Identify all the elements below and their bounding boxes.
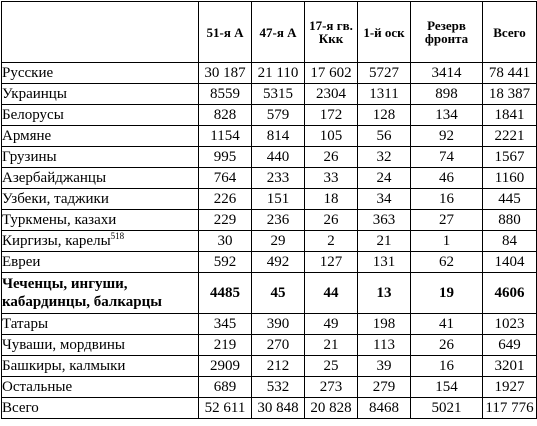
value-cell: 579 — [252, 105, 305, 126]
table-row — [2, 252, 537, 273]
nationality-table — [1, 1, 537, 419]
table-row — [2, 210, 537, 231]
nationality-label: Узбеки, таджики — [2, 191, 109, 207]
table-row — [2, 231, 537, 252]
nationality-label: Чеченцы, ингуши, кабардинцы, балкарцы — [2, 276, 162, 310]
value-cell: 445 — [483, 189, 537, 210]
value-cell: 5727 — [358, 63, 411, 84]
table-row — [2, 377, 537, 398]
nationality-cell — [2, 210, 199, 231]
table-row — [2, 168, 537, 189]
value-cell: 16 — [411, 356, 483, 377]
nationality-cell — [2, 356, 199, 377]
table-row — [2, 105, 537, 126]
value-cell: 78 441 — [483, 63, 537, 84]
value-cell: 24 — [358, 168, 411, 189]
value-cell: 3201 — [483, 356, 537, 377]
header-cell: Резерв фронта — [411, 2, 483, 63]
value-cell: 1841 — [483, 105, 537, 126]
value-cell: 84 — [483, 231, 537, 252]
value-cell: 1567 — [483, 147, 537, 168]
value-cell: 49 — [305, 314, 358, 335]
value-cell: 270 — [252, 335, 305, 356]
nationality-cell — [2, 273, 199, 314]
value-cell: 219 — [199, 335, 252, 356]
value-cell: 226 — [199, 189, 252, 210]
header-row — [2, 2, 537, 63]
value-cell: 128 — [358, 105, 411, 126]
header-cell: 17-я гв. Ккк — [305, 2, 358, 63]
nationality-label: Грузины — [2, 149, 57, 165]
table-header — [2, 2, 537, 63]
value-cell: 236 — [252, 210, 305, 231]
value-cell: 105 — [305, 126, 358, 147]
nationality-cell — [2, 126, 199, 147]
nationality-cell — [2, 377, 199, 398]
value-cell: 898 — [411, 84, 483, 105]
value-cell: 25 — [305, 356, 358, 377]
header-cell: 1-й оск — [358, 2, 411, 63]
header-cell: 51-я А — [199, 2, 252, 63]
nationality-cell — [2, 147, 199, 168]
nationality-cell — [2, 231, 199, 252]
value-cell: 17 602 — [305, 63, 358, 84]
header-cell — [2, 2, 199, 63]
value-cell: 1 — [411, 231, 483, 252]
nationality-label: Украинцы — [2, 86, 67, 102]
value-cell: 154 — [411, 377, 483, 398]
table-body — [2, 63, 537, 419]
value-cell: 212 — [252, 356, 305, 377]
nationality-label: Армяне — [2, 128, 52, 144]
nationality-cell — [2, 252, 199, 273]
nationality-cell — [2, 314, 199, 335]
value-cell: 390 — [252, 314, 305, 335]
value-cell: 8559 — [199, 84, 252, 105]
nationality-label: Белорусы — [2, 107, 64, 123]
value-cell: 16 — [411, 189, 483, 210]
value-cell: 1311 — [358, 84, 411, 105]
value-cell: 21 110 — [252, 63, 305, 84]
value-cell: 279 — [358, 377, 411, 398]
table-row — [2, 147, 537, 168]
value-cell: 2304 — [305, 84, 358, 105]
value-cell: 1927 — [483, 377, 537, 398]
value-cell: 127 — [305, 252, 358, 273]
value-cell: 764 — [199, 168, 252, 189]
value-cell: 345 — [199, 314, 252, 335]
value-cell: 27 — [411, 210, 483, 231]
table-row — [2, 273, 537, 314]
value-cell: 46 — [411, 168, 483, 189]
nationality-label: Башкиры, калмыки — [2, 358, 126, 374]
value-cell: 233 — [252, 168, 305, 189]
table-row — [2, 189, 537, 210]
nationality-cell — [2, 335, 199, 356]
value-cell: 74 — [411, 147, 483, 168]
value-cell: 814 — [252, 126, 305, 147]
value-cell: 20 828 — [305, 398, 358, 419]
table-row — [2, 84, 537, 105]
nationality-cell — [2, 168, 199, 189]
value-cell: 19 — [411, 273, 483, 314]
nationality-cell — [2, 398, 199, 419]
value-cell: 363 — [358, 210, 411, 231]
value-cell: 532 — [252, 377, 305, 398]
value-cell: 689 — [199, 377, 252, 398]
value-cell: 273 — [305, 377, 358, 398]
value-cell: 4606 — [483, 273, 537, 314]
value-cell: 8468 — [358, 398, 411, 419]
nationality-cell — [2, 189, 199, 210]
value-cell: 21 — [358, 231, 411, 252]
value-cell: 880 — [483, 210, 537, 231]
value-cell: 995 — [199, 147, 252, 168]
table-row — [2, 63, 537, 84]
value-cell: 5315 — [252, 84, 305, 105]
value-cell: 440 — [252, 147, 305, 168]
value-cell: 4485 — [199, 273, 252, 314]
value-cell: 5021 — [411, 398, 483, 419]
footnote-marker: 518 — [110, 231, 125, 241]
value-cell: 113 — [358, 335, 411, 356]
value-cell: 2221 — [483, 126, 537, 147]
value-cell: 32 — [358, 147, 411, 168]
value-cell: 2909 — [199, 356, 252, 377]
nationality-label: Туркмены, казахи — [2, 212, 117, 228]
value-cell: 229 — [199, 210, 252, 231]
nationality-label: Остальные — [2, 379, 73, 395]
nationality-label: Чуваши, мордвины — [2, 337, 126, 353]
value-cell: 172 — [305, 105, 358, 126]
value-cell: 29 — [252, 231, 305, 252]
value-cell: 33 — [305, 168, 358, 189]
value-cell: 56 — [358, 126, 411, 147]
value-cell: 30 187 — [199, 63, 252, 84]
nationality-label: Азербайджанцы — [2, 170, 107, 186]
value-cell: 18 387 — [483, 84, 537, 105]
value-cell: 117 776 — [483, 398, 537, 419]
table-row — [2, 356, 537, 377]
nationality-label: Русские — [2, 65, 54, 81]
value-cell: 45 — [252, 273, 305, 314]
value-cell: 44 — [305, 273, 358, 314]
nationality-label: Киргизы, карелы — [2, 233, 111, 249]
nationality-label: Татары — [2, 316, 49, 332]
value-cell: 1160 — [483, 168, 537, 189]
value-cell: 26 — [305, 210, 358, 231]
value-cell: 92 — [411, 126, 483, 147]
table-row — [2, 314, 537, 335]
nationality-cell — [2, 63, 199, 84]
nationality-cell — [2, 105, 199, 126]
nationality-cell — [2, 84, 199, 105]
value-cell: 39 — [358, 356, 411, 377]
value-cell: 52 611 — [199, 398, 252, 419]
value-cell: 62 — [411, 252, 483, 273]
table-row — [2, 126, 537, 147]
nationality-label: Всего — [2, 400, 39, 416]
value-cell: 26 — [305, 147, 358, 168]
header-cell: 47-я А — [252, 2, 305, 63]
value-cell: 41 — [411, 314, 483, 335]
value-cell: 1023 — [483, 314, 537, 335]
value-cell: 30 848 — [252, 398, 305, 419]
table-row — [2, 335, 537, 356]
value-cell: 1154 — [199, 126, 252, 147]
value-cell: 592 — [199, 252, 252, 273]
value-cell: 26 — [411, 335, 483, 356]
value-cell: 2 — [305, 231, 358, 252]
value-cell: 3414 — [411, 63, 483, 84]
value-cell: 134 — [411, 105, 483, 126]
value-cell: 828 — [199, 105, 252, 126]
value-cell: 13 — [358, 273, 411, 314]
value-cell: 34 — [358, 189, 411, 210]
value-cell: 21 — [305, 335, 358, 356]
value-cell: 198 — [358, 314, 411, 335]
value-cell: 649 — [483, 335, 537, 356]
header-cell: Всего — [483, 2, 537, 63]
value-cell: 1404 — [483, 252, 537, 273]
value-cell: 492 — [252, 252, 305, 273]
nationality-label: Евреи — [2, 254, 41, 270]
value-cell: 18 — [305, 189, 358, 210]
table-row — [2, 398, 537, 419]
value-cell: 151 — [252, 189, 305, 210]
value-cell: 131 — [358, 252, 411, 273]
value-cell: 30 — [199, 231, 252, 252]
